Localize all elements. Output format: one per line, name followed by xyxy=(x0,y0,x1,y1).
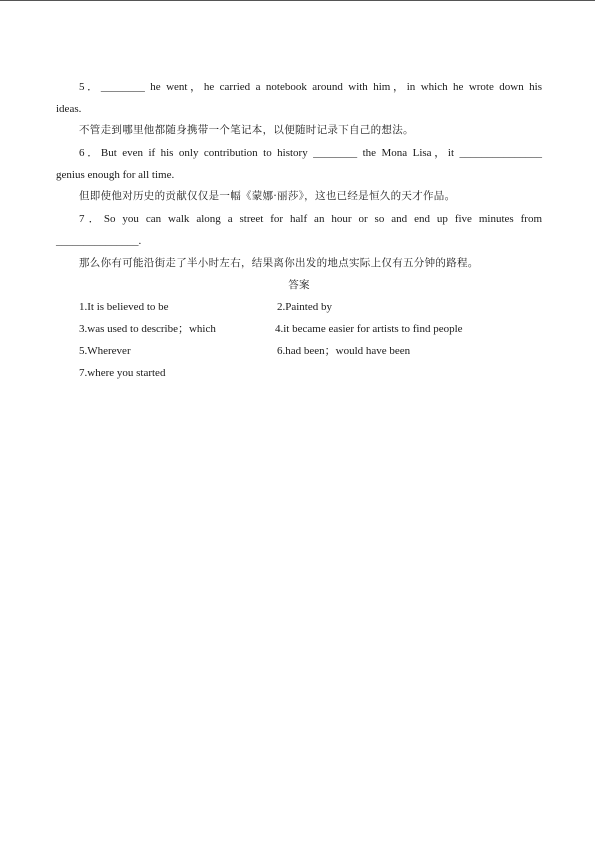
answer-7: 7.where you started xyxy=(79,367,166,379)
question-5-line-2: ideas. xyxy=(56,103,82,115)
answer-6: 6.had been；would have been xyxy=(277,345,411,357)
answer-5: 5.Wherever xyxy=(79,345,131,357)
answer-1: 1.It is believed to be xyxy=(79,301,169,313)
question-7-translation: 那么你有可能沿街走了半小时左右，结果离你出发的地点实际上仅有五分钟的路程。 xyxy=(79,257,479,269)
answer-4: 4.it became easier for artists to find people xyxy=(275,323,463,335)
question-7-line-2: _______________. xyxy=(56,235,142,247)
question-5-translation: 不管走到哪里他都随身携带一个笔记本，以便随时记录下自己的想法。 xyxy=(79,124,414,136)
answer-2: 2.Painted by xyxy=(277,301,332,313)
answers-heading: 答案 xyxy=(288,279,310,291)
question-6-line-2: genius enough for all time. xyxy=(56,169,175,181)
question-6-translation: 但即使他对历史的贡献仅仅是一幅《蒙娜·丽莎》，这也已经是恒久的天才作品。 xyxy=(79,190,456,202)
answer-3: 3.was used to describe；which xyxy=(79,323,216,335)
question-5-line-1: 5．________ he went，he carried a notebook around with him，in which he wrote down his xyxy=(79,81,542,93)
question-7-line-1: 7．So you can walk along a street for half an hour or so and end up five minutes from xyxy=(79,213,542,225)
page-top-rule xyxy=(0,0,595,1)
question-6-line-1: 6．But even if his only contribution to history ________ the Mona Lisa，it _______________ xyxy=(79,147,542,159)
